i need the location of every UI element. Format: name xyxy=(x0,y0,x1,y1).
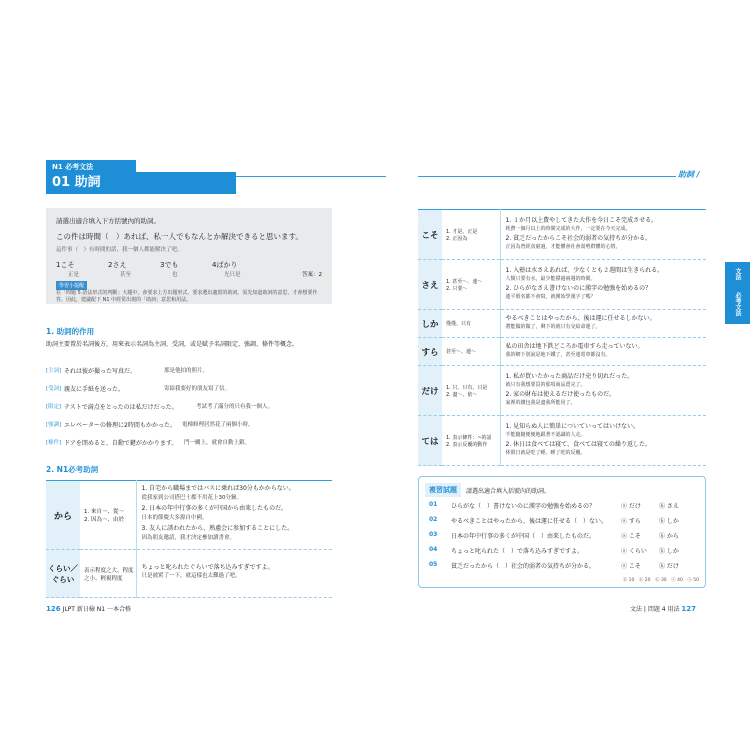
particle-meaning: 1. 才是、正是 2. 正因為 xyxy=(442,210,500,260)
usage-example: [受詞] 親友に手紙を送った。 寄給我要好的朋友寫了信。 xyxy=(46,386,231,393)
particle-word: しか xyxy=(418,310,442,338)
particle-word: くらい／ぐらい xyxy=(46,550,80,598)
particle-table-right xyxy=(418,209,706,466)
particle-examples: 私の田舎は地下鉄どころか電車すら走っていない。 我的鄉下別說是地下鐵了，甚至連電車都沒有。 xyxy=(500,338,706,366)
answer-key: ⓑ 10 ⓑ 20 ⓑ 30 ⓐ 40 ⓐ 50 xyxy=(622,578,699,583)
example-translation: 這件事（ ）有時間的話，我一個人都能解決了吧。 xyxy=(56,247,183,253)
side-tab-label-1: 文法 xyxy=(734,268,741,280)
table-row xyxy=(418,338,706,366)
review-header xyxy=(425,483,550,497)
option-item: 2さえ 甚至 xyxy=(108,261,132,278)
choice-a[interactable]: ⓐ だけ xyxy=(621,503,641,510)
particle-word: すら xyxy=(418,338,442,366)
table-row xyxy=(418,260,706,310)
section1-paragraph: 助詞主要置於名詞後方，用來表示名詞為主詞、受詞，或是賦予名詞限定、強調、條件等概念。 xyxy=(46,341,299,348)
section-tag: N1 必考文法 xyxy=(46,160,136,172)
particle-word: こそ xyxy=(418,210,442,260)
choice-a[interactable]: ⓐ こそ xyxy=(621,533,641,540)
choice-b[interactable]: ⓑ さえ xyxy=(659,503,679,510)
particle-word: ては xyxy=(418,416,442,466)
option-list xyxy=(56,260,322,278)
particle-examples: 1. 見知らぬ人に簡単についていってはいけない。 不能隨隨便便地跟著不認識的人走。 2. 休日は食べては寝て、食べては寝ての繰り返した。 休假日就是吃了睡、睡了吃的反覆。 xyxy=(500,416,706,466)
particle-word: だけ xyxy=(418,366,442,416)
question-row: 02 やるべきことはやったから、後は運に任せる（ ）ない。 ⓐ すら ⓑ しか xyxy=(429,516,697,525)
particle-examples: 1. １か月以上費やしてきた大作を今日こそ完成させる。 耗費一個月以上的時間完成的大作，一定要在今天完成。 2. 貧乏だったからこそ社会的弱者の気持ちが分かる。 正因為曾經貧窮過，才能體會社會弱勢群體的心情。 xyxy=(500,210,706,260)
choice-a[interactable]: ⓐ くらい xyxy=(621,548,647,555)
question-row: 01 ひらがな（ ）書けないのに漢字の勉強を始めるの？ ⓐ だけ ⓑ さえ xyxy=(429,501,697,510)
section2-title: 2. N1必考助詞 xyxy=(46,465,99,474)
question-row: 04 ちょっと叱られた（ ）で落ち込みすぎですよ。 ⓐ くらい ⓑ しか xyxy=(429,546,697,555)
option-item: 4ばかり 光只是 xyxy=(212,261,241,278)
table-row xyxy=(418,416,706,466)
table-row xyxy=(418,210,706,260)
particle-examples: 1. 入塾は水さえあれば、少なくとも２週間は生きられる。 人類只要有水，最少能撐過兩週的時間。 2. ひらがなさえ書けないのに漢字の勉強を始めるの？ 連平假名都不會寫，就開始學漢字了嗎？ xyxy=(500,260,706,310)
review-instruction: 請選出適合填入括號內的助詞。 xyxy=(466,487,551,495)
option-item: 3でも 也 xyxy=(160,261,179,278)
question-row: 03 日本の年中行事の多くが中国（ ）由来したものだ。 ⓐ こそ ⓑ から xyxy=(429,531,697,540)
choice-b[interactable]: ⓑ しか xyxy=(659,518,679,525)
table-row xyxy=(46,481,332,550)
particle-meaning: 1. 只、只有、只是 2. 盡～、依～ xyxy=(442,366,500,416)
answer-label: 答案：2 xyxy=(302,272,322,278)
footer-left xyxy=(46,604,131,613)
particle-examples: 1. 自宅から職場まではバスに乗れば30分もかからない。 從我家到公司搭巴士都不用花上30分鐘。 2. 日本の年中行事の多くが中国から由来したものだ。 日本的節慶大多源自中國。 3. 友人に誘われたから、熟慮会に参加することにした。 因為朋友邀請，我才決定參加讀書會。 xyxy=(136,481,332,550)
particle-meaning: 僅僅、只有 xyxy=(442,310,500,338)
footer-right xyxy=(630,604,696,613)
example-question: この件は時間（ ）あれば、私一人でもなんとか解決できると思います。 xyxy=(56,232,303,241)
choice-a[interactable]: ⓐ すら xyxy=(621,518,641,525)
hint-badge: 學習小提醒 xyxy=(56,281,87,290)
instruction-text: 請選出適合填入下方括號內的助詞。 xyxy=(56,217,160,225)
usage-example: [主詞] それは彼が撮った写真だ。 那是他拍的照片。 xyxy=(46,368,209,375)
particle-examples: やるべきことはやったから、後は運に任せるしかない。 將能做的做了，剩下的就只有交給命運了。 xyxy=(500,310,706,338)
table-row xyxy=(418,366,706,416)
particle-examples: ちょっと叱られたぐらいで落ち込みすぎですよ。 只是被罵了一下，就這樣也太難過了吧。 xyxy=(136,550,332,598)
particle-examples: 1. 私が買いたかった商品だけ売り切れだった。 就只有我想要買的那項商品賣完了。 2. 家の財布は使えるだけ使ったものだ。 家裡的錢包我是盡我所能用了。 xyxy=(500,366,706,416)
usage-example: [條件] ドアを閉めると、自動で鍵がかかります。 門一關上，就會自動上鎖。 xyxy=(46,440,251,447)
choice-a[interactable]: ⓐ こそ xyxy=(621,563,641,570)
particle-meaning: 1. 甚至～、連～ 2. 只要～ xyxy=(442,260,500,310)
header-rule-left xyxy=(236,176,386,177)
header-rule-right xyxy=(418,176,676,177)
side-tab[interactable] xyxy=(725,262,750,324)
particle-word: さえ xyxy=(418,260,442,310)
chapter-label: 文法 | 問題 4 用法 xyxy=(630,606,680,613)
instruction-box xyxy=(46,208,332,304)
particle-table-left xyxy=(46,480,332,598)
book-title: JLPT 新日檢 N1 一本合格 xyxy=(62,606,131,613)
choice-b[interactable]: ⓑ から xyxy=(659,533,679,540)
choice-b[interactable]: ⓑ だけ xyxy=(659,563,679,570)
particle-meaning: 甚至～、連～ xyxy=(442,338,500,366)
hint-text: 在「問題 5 語法形式的判斷」大題中，會要求上方出題形式，要求選出適當的助詞。需先知道助詞的意思，才會想要作答。因此，建議配下 N1 中經常出現的「助詞」意思和用法。 xyxy=(56,290,318,303)
page-title: 01 助詞 xyxy=(46,172,236,194)
usage-example: [強調] エレベーターの修理に2時間もかかった。 電梯修理居然花了兩個小時。 xyxy=(46,422,254,429)
particle-meaning: 1. 表示條件：~的話 2. 表示反覆的動作 xyxy=(442,416,500,466)
review-exercise-box xyxy=(418,476,706,588)
particle-meaning: 表示程度之大、程度之小、輕視程度 xyxy=(80,550,136,598)
right-section-tag: 助詞 / xyxy=(678,170,700,179)
usage-example: [限定] テストで満点をとったのは私だけだった。 考試考了滿分的只有我一個人。 xyxy=(46,404,274,411)
particle-meaning: 1. 來自～、從～ 2. 因為～、由於 xyxy=(80,481,136,550)
table-row xyxy=(46,550,332,598)
review-badge: 複習試題 xyxy=(425,483,461,497)
choice-b[interactable]: ⓑ しか xyxy=(659,548,679,555)
side-tab-label-2: 必考文法 xyxy=(734,292,741,316)
option-item: 1こそ 正是 xyxy=(56,261,80,278)
section1-title: 1. 助詞的作用 xyxy=(46,327,95,336)
table-row xyxy=(418,310,706,338)
page-number-left: 126 xyxy=(46,605,61,613)
question-row: 05 貧乏だったから（ ）社会的弱者の気持ちが分かる。 ⓐ こそ ⓑ だけ xyxy=(429,561,697,570)
page-number-right: 127 xyxy=(681,605,697,613)
particle-word: から xyxy=(46,481,80,550)
